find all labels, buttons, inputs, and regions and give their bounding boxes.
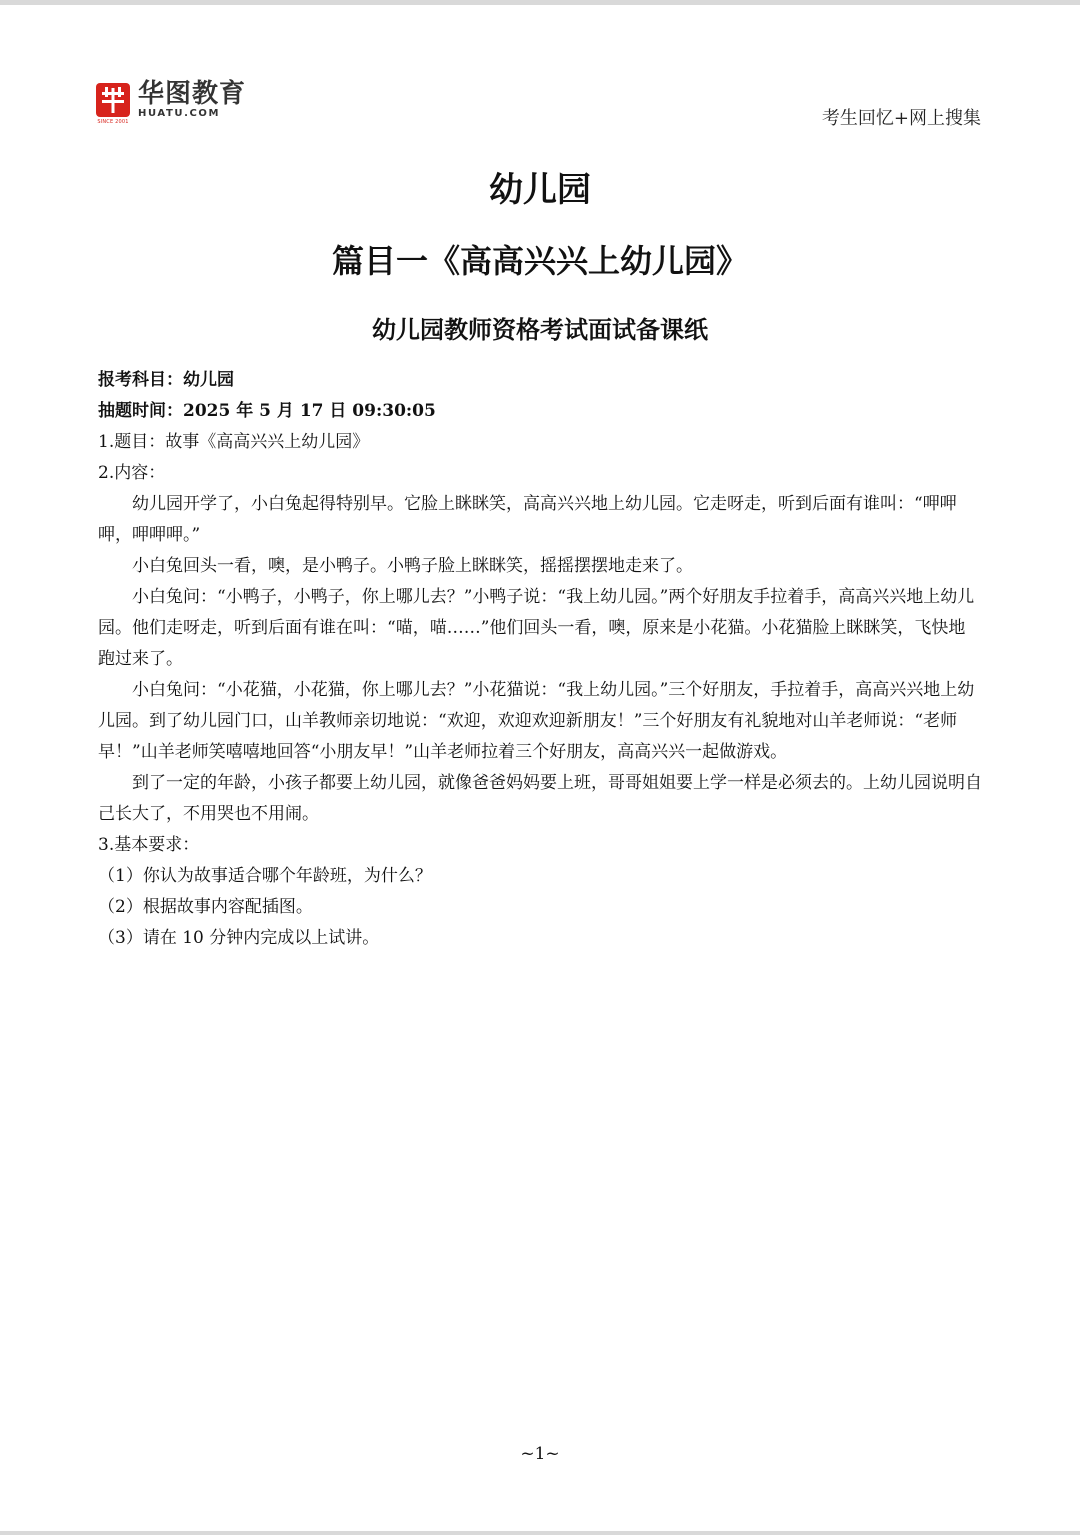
logo-since: SINCE 2001: [97, 119, 129, 125]
requirement-item: （2）根据故事内容配插图。: [98, 897, 313, 917]
draw-time: 抽题时间：2025 年 5 月 17 日 09:30:05: [98, 401, 436, 421]
bottom-border: [0, 1531, 1080, 1535]
requirement-item: （1）你认为故事适合哪个年龄班，为什么？: [98, 866, 432, 886]
story-paragraph: 幼儿园开学了，小白兔起得特别早。它脸上眯眯笑，高高兴兴地上幼儿园。它走呀走，听到后面有谁叫：“呷呷呷，呷呷呷。”: [98, 494, 957, 545]
huatu-logo: [96, 79, 247, 125]
exam-subject: 报考科目：幼儿园: [98, 370, 234, 390]
story-paragraph: 到了一定的年龄，小孩子都要上幼儿园，就像爸爸妈妈要上班，哥哥姐姐要上学一样是必须去的。上幼儿园说明自己长大了，不用哭也不用闹。: [98, 773, 982, 824]
logo-english-name: HUATU.COM: [138, 108, 221, 119]
topic-line: 1.题目：故事《高高兴兴上幼儿园》: [98, 432, 370, 452]
content-heading: 2.内容：: [98, 463, 166, 483]
page-number: ~1~: [520, 1444, 560, 1464]
story-paragraph: 小白兔问：“小鸭子，小鸭子，你上哪儿去？”小鸭子说：“我上幼儿园。”两个好朋友手拉着手，高高兴兴地上幼儿园。他们走呀走，听到后面有谁在叫：“喵，喵……”他们回头一看，噢，原来是小花猫。小花猫脸上眯眯笑，飞快地跑过来了。: [98, 587, 975, 669]
source-note: 考生回忆+网上搜集: [821, 108, 981, 129]
top-border: [0, 0, 1080, 5]
logo-chinese-name: 华图教育: [138, 79, 247, 109]
document-body: [98, 365, 982, 954]
logo-text: [138, 81, 246, 119]
huatu-logo-icon: [96, 83, 130, 125]
page-title: 幼儿园: [489, 170, 591, 210]
lesson-title: 篇目一《高高兴兴上幼儿园》: [331, 242, 748, 280]
requirements-heading: 3.基本要求：: [98, 835, 200, 855]
story-paragraph: 小白兔回头一看，噢，是小鸭子。小鸭子脸上眯眯笑，摇摇摆摆地走来了。: [132, 556, 693, 576]
story-paragraph: 小白兔问：“小花猫，小花猫，你上哪儿去？”小花猫说：“我上幼儿园。”三个好朋友，手拉着手，高高兴兴地上幼儿园。到了幼儿园门口，山羊教师亲切地说：“欢迎，欢迎欢迎新朋友！”三个好朋友有礼貌地对山羊老师说：“老师早！”山羊老师笑嘻嘻地回答“小朋友早！”山羊老师拉着三个好朋友，高高兴兴一起做游戏。: [98, 680, 975, 762]
requirement-item: （3）请在 10 分钟内完成以上试讲。: [98, 928, 380, 948]
paper-title: 幼儿园教师资格考试面试备课纸: [372, 315, 708, 344]
